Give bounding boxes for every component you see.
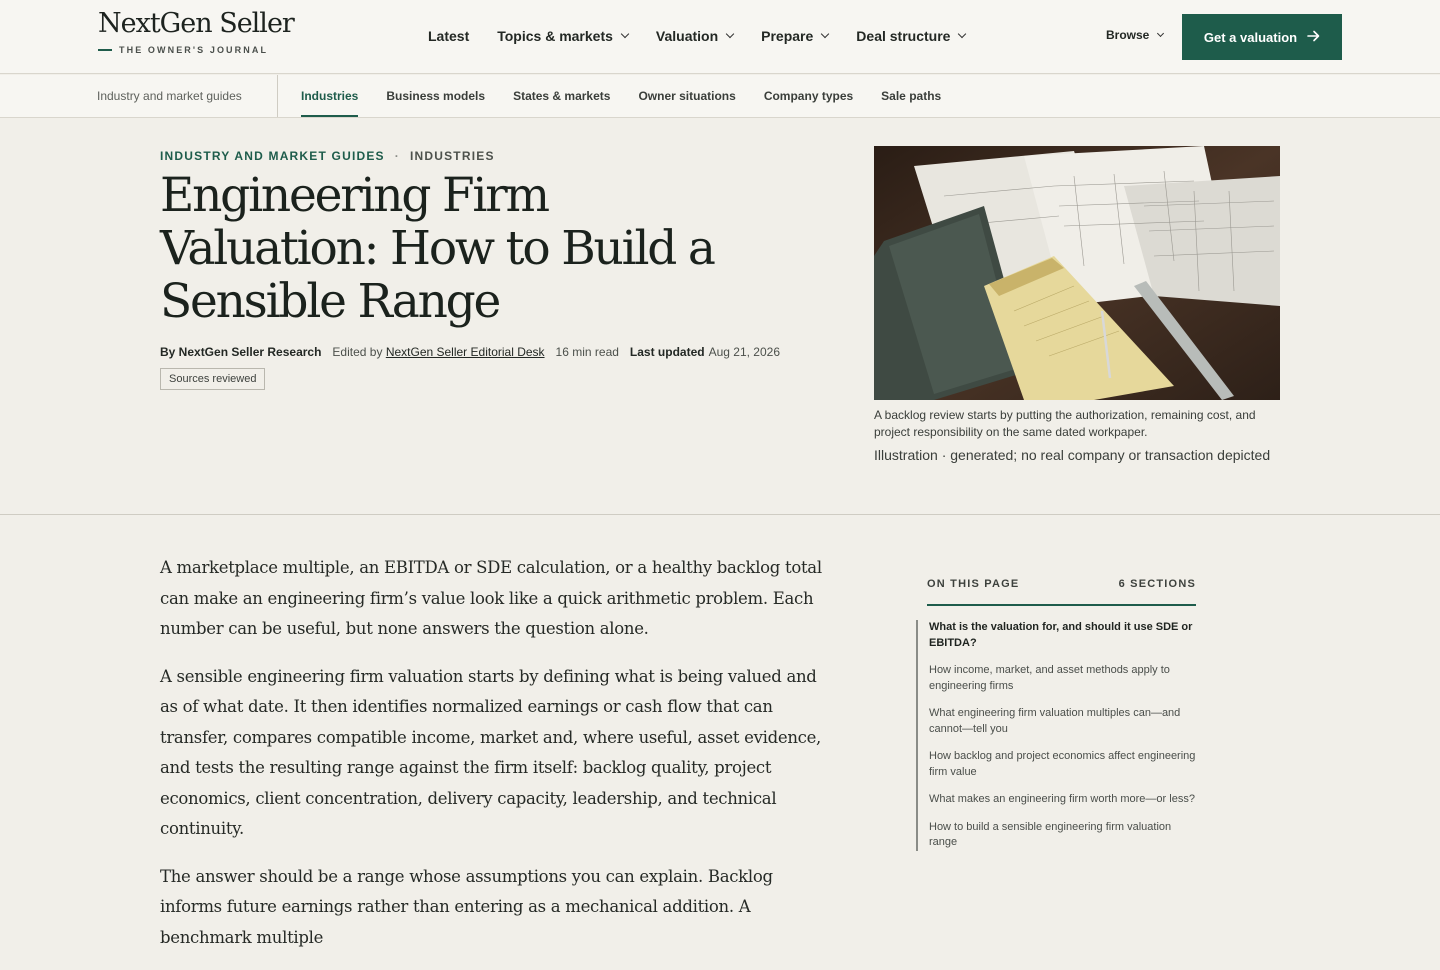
updated-date: Aug 21, 2026 xyxy=(708,345,780,359)
main-nav xyxy=(428,26,993,46)
hero-illustration xyxy=(874,146,1280,400)
sub-nav-business-models[interactable]: Business models xyxy=(386,89,486,103)
chevron-down-icon xyxy=(958,30,966,38)
toc-item[interactable]: What makes an engineering firm worth more—or less? xyxy=(929,793,1195,805)
sub-nav-company-types[interactable]: Company types xyxy=(763,89,854,103)
sub-nav-owner-situations[interactable]: Owner situations xyxy=(638,89,736,103)
toc-item[interactable]: How backlog and project economics affect engineering firm value xyxy=(929,750,1196,778)
edited-prefix: Edited by xyxy=(332,345,383,359)
logo-dash xyxy=(98,49,112,51)
byline: By NextGen Seller Research xyxy=(160,345,322,359)
image-credit: Illustration · generated; no real company or transaction depicted xyxy=(874,447,1271,463)
table-of-contents xyxy=(927,578,1196,863)
page-title: Engineering Firm Valuation: How to Build a Sensible Range xyxy=(160,168,714,329)
sub-nav-sale-paths[interactable]: Sale paths xyxy=(881,89,942,103)
sub-nav-section-label: Industry and market guides xyxy=(97,89,242,103)
sub-nav-states-markets[interactable]: States & markets xyxy=(513,89,611,103)
cta-label: Get a valuation xyxy=(1203,29,1298,45)
article-meta xyxy=(160,345,780,359)
breadcrumb xyxy=(160,149,495,163)
breadcrumb-category[interactable]: INDUSTRIES xyxy=(409,149,495,163)
sources-reviewed-badge[interactable]: Sources reviewed xyxy=(160,368,265,390)
site-logo[interactable] xyxy=(98,8,294,55)
article-paragraph: A marketplace multiple, an EBITDA or SDE calculation, or a healthy backlog total can make an engineering firm’s value look like a quick arithmetic problem. Each number can be useful, but none answers the question alone. xyxy=(160,558,822,638)
toc-item[interactable]: What engineering firm valuation multiples can—and cannot—tell you xyxy=(929,707,1181,735)
chevron-down-icon xyxy=(1157,29,1164,36)
article-body xyxy=(160,553,825,970)
chevron-down-icon xyxy=(621,30,629,38)
nav-latest[interactable] xyxy=(428,26,469,46)
logo-tagline-text: THE OWNER'S JOURNAL xyxy=(119,45,269,55)
nav-topics-markets[interactable] xyxy=(497,26,628,46)
article-hero xyxy=(0,119,1440,515)
nav-label: Prepare xyxy=(761,28,814,44)
toc-list xyxy=(916,620,1196,851)
chevron-down-icon xyxy=(726,30,734,38)
nav-label: Topics & markets xyxy=(497,28,613,44)
breadcrumb-separator: · xyxy=(394,149,400,163)
article-paragraph: The answer should be a range whose assumptions you can explain. Backlog informs future earnings rather than entering as a mechanical addition. A benchmark multiple xyxy=(160,866,773,947)
updated-label: Last updated xyxy=(629,345,705,359)
nav-label: Valuation xyxy=(655,28,719,44)
toc-heading: ON THIS PAGE xyxy=(927,578,1020,590)
logo-tagline xyxy=(98,45,294,55)
nav-deal-structure[interactable] xyxy=(856,26,965,46)
breadcrumb-section[interactable]: INDUSTRY AND MARKET GUIDES xyxy=(160,149,385,163)
image-caption: A backlog review starts by putting the authorization, remaining cost, and project responsibility on the same dated workpaper. xyxy=(874,408,1256,439)
nav-label: Latest xyxy=(428,28,470,44)
arrow-right-icon xyxy=(1307,29,1320,46)
divider xyxy=(277,75,278,117)
chevron-down-icon xyxy=(821,30,829,38)
sub-nav-industries[interactable]: Industries xyxy=(301,75,358,117)
toc-item[interactable]: What is the valuation for, and should it use SDE or EBITDA? xyxy=(929,621,1193,649)
browse-label: Browse xyxy=(1106,28,1150,42)
toc-header xyxy=(927,578,1196,606)
get-valuation-button[interactable] xyxy=(1182,14,1342,60)
toc-item[interactable]: How to build a sensible engineering firm valuation range xyxy=(929,820,1172,848)
nav-prepare[interactable] xyxy=(761,26,828,46)
sub-nav xyxy=(301,75,969,117)
nav-label: Deal structure xyxy=(856,28,951,44)
browse-button[interactable] xyxy=(1106,28,1163,42)
article-paragraph: A sensible engineering firm valuation starts by defining what is being valued and as of what date. It then identifies normalized earnings or cash flow that can transfer, compares compatible income, market and, where useful, asset evidence, and tests the resulting range against the firm itself: backlog quality, project economics, client concentration, delivery capacity, leadership, and technical continuity. xyxy=(160,666,822,838)
nav-valuation[interactable] xyxy=(656,26,733,46)
read-time: 16 min read xyxy=(555,345,619,359)
site-header xyxy=(0,0,1440,74)
toc-count: 6 SECTIONS xyxy=(1118,578,1196,590)
sub-nav-bar xyxy=(0,75,1440,118)
logo-name: NextGen Seller xyxy=(98,8,294,39)
edited-by xyxy=(332,345,544,359)
toc-item[interactable]: How income, market, and asset methods apply to engineering firms xyxy=(929,664,1170,692)
editor-link[interactable]: NextGen Seller Editorial Desk xyxy=(385,345,545,359)
